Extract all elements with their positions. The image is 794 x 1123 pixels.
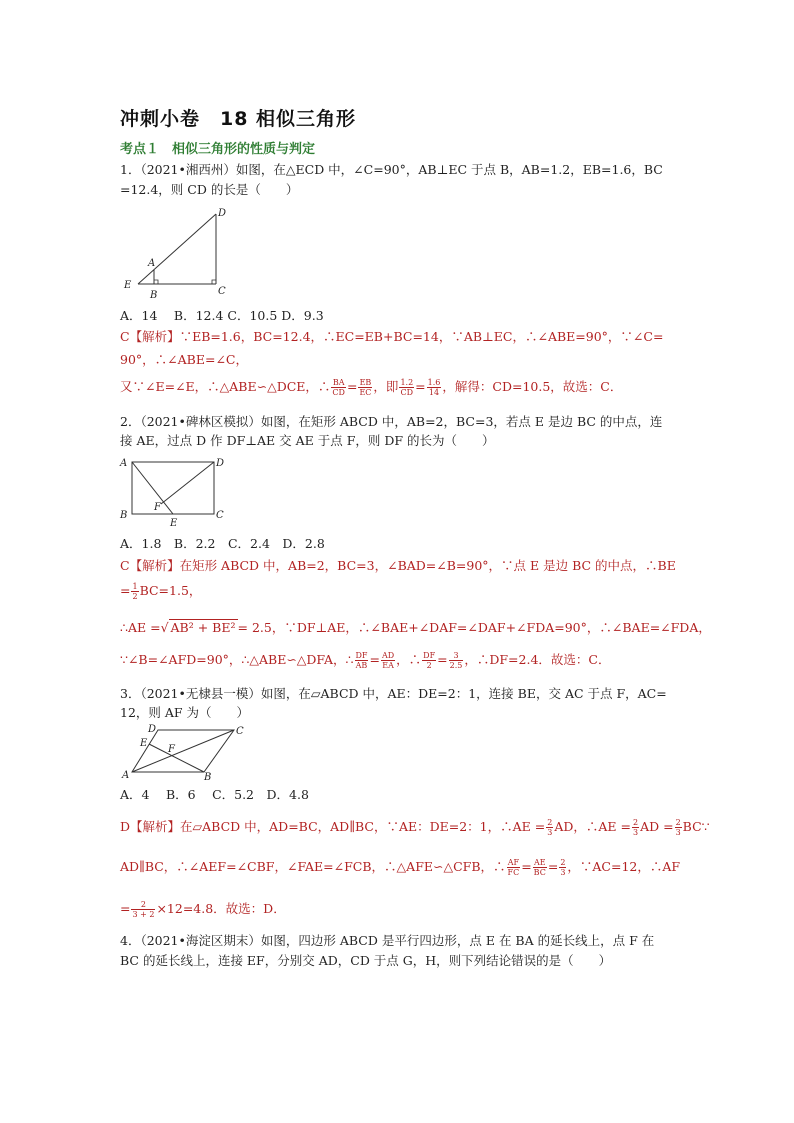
- q2-stem-line2: 接 AE，过点 D 作 DF⊥AE 交 AE 于点 F，则 DF 的长为（ ）: [120, 433, 495, 448]
- q4-stem-line1: 4．（2021•海淀区期末）如图，四边形 ABCD 是平行四边形，点 E 在 BA 的延长线上，点 F 在: [120, 933, 655, 948]
- q1-right-angle-c: [212, 280, 216, 284]
- q2-solution-line3: ∴AE =√ AB² + BE² = 2.5，∵DF⊥AE，∴∠BAE+∠DAF=∠DAF+∠FDA=90°，∴∠BAE=∠FDA，: [120, 620, 711, 635]
- q3-label-b: B: [204, 772, 212, 782]
- q1-label-e: E: [124, 280, 132, 291]
- q2-frac-half: $\frac{1}{2}$: [132, 582, 138, 601]
- q1-label-d: D: [218, 208, 227, 219]
- q1-solution-line3: 又∵∠E=∠E，∴△ABE∽△DCE，∴ $\frac{BA}{CD}$ = $\frac{EB}{EC}$ ，即 $\frac{1.2}{CD}$ = $\frac{1.6}{14}$ ，解得：CD=10.5，故选：C．: [120, 378, 623, 397]
- q3-line-be: [149, 744, 204, 772]
- q3-solution-line1: D【解析】在▱ABCD 中，AD=BC，AD∥BC，∵AE：DE=2：1，∴AE = $\frac{2}{3}$ AD，∴AE = $\frac{2}{3}$ AD = $\frac{2}{3}$ BC∵: [120, 818, 710, 837]
- q2-line-ae: [132, 462, 173, 514]
- q3-stem-line2: 12，则 AF 为（ ）: [120, 705, 250, 720]
- q3-frac-2-3: $\frac{2}{3}$: [560, 858, 566, 877]
- q1-label-b: B: [150, 290, 158, 301]
- q1-solution-line1: C【解析】∵EB=1.6，BC=12.4，∴EC=EB+BC=14，∵AB⊥EC，∴∠ABE=90°，∵∠C=: [120, 329, 664, 344]
- q1-frac-12-cd: $\frac{1.2}{CD}$: [400, 378, 414, 397]
- q1-line-ed: [138, 214, 216, 284]
- q3-frac-ae-bc: $\frac{AE}{BC}$: [533, 858, 546, 877]
- q3-figure: [118, 722, 248, 782]
- q3-label-a: A: [122, 770, 130, 781]
- q1-stem-line2: =12.4，则 CD 的长是（ ）: [120, 182, 299, 197]
- q3-solution-line3: = $\frac{2}{3 + 2}$ ×12=4.8．故选：D．: [120, 900, 286, 919]
- q3-options: A．4 B．6 C．5.2 D．4.8: [120, 787, 309, 802]
- q1-options: A．14 B．12.4 C．10.5 D．9.3: [120, 308, 324, 323]
- q2-label-a: A: [120, 458, 128, 469]
- q2-figure: [118, 454, 230, 528]
- q1-solution-line2: 90°，∴∠ABE=∠C，: [120, 352, 248, 367]
- q2-sqrt-expression: AB² + BE²: [170, 620, 236, 635]
- q2-solution-line2: = $\frac{1}{2}$ BC=1.5，: [120, 582, 202, 601]
- q2-label-b: B: [120, 510, 128, 521]
- q2-line-df: [161, 462, 214, 504]
- q2-solution-line1: C【解析】在矩形 ABCD 中，AB=2，BC=3，∠BAD=∠B=90°，∵点 E 是边 BC 的中点，∴BE: [120, 558, 676, 573]
- q2-label-d: D: [216, 458, 225, 469]
- q2-rectangle: [132, 462, 214, 514]
- q2-options: A．1.8 B．2.2 C．2.4 D．2.8: [120, 536, 325, 551]
- q2-frac-3-25: $\frac{3}{2.5}$: [449, 651, 463, 670]
- q3-label-f: F: [168, 744, 175, 755]
- q2-stem-line1: 2．（2021•碑林区模拟）如图，在矩形 ABCD 中，AB=2，BC=3，若点 E 是边 BC 的中点，连: [120, 414, 663, 429]
- q1-figure: [118, 202, 238, 302]
- q2-label-e: E: [170, 518, 178, 528]
- q1-label-c: C: [218, 286, 226, 297]
- q3-stem-line1: 3．（2021•无棣县一模）如图，在▱ABCD 中，AE：DE=2：1，连接 BE，交 AC 于点 F，AC=: [120, 686, 667, 701]
- q1-frac-eb-ec: $\frac{EB}{EC}$: [359, 378, 372, 397]
- q2-frac-df-ab: $\frac{DF}{AB}$: [355, 651, 368, 670]
- q3-frac-c: $\frac{2}{3}$: [675, 818, 681, 837]
- q3-label-c: C: [236, 726, 244, 737]
- q2-label-c: C: [216, 510, 224, 521]
- q3-solution-line2: AD∥BC，∴∠AEF=∠CBF，∠FAE=∠FCB，∴△AFE∽△CFB，∴ $\frac{AF}{FC}$ = $\frac{AE}{BC}$ = $\frac{2}{3}$ ，∵AC=12，∴AF: [120, 858, 681, 877]
- q3-frac-2-5: $\frac{2}{3 + 2}$: [132, 900, 155, 919]
- q2-frac-ad-ea: $\frac{AD}{EA}$: [381, 651, 395, 670]
- q3-frac-a: $\frac{2}{3}$: [547, 818, 553, 837]
- q1-stem-line1: 1．（2021•湘西州）如图，在△ECD 中，∠C=90°，AB⊥EC 于点 B，AB=1.2，EB=1.6，BC: [120, 162, 663, 177]
- q3-frac-af-fc: $\frac{AF}{FC}$: [507, 858, 520, 877]
- q2-label-f: F: [154, 502, 161, 513]
- q1-frac-ba-cd: $\frac{BA}{CD}$: [332, 378, 345, 397]
- q1-label-a: A: [148, 258, 156, 269]
- q4-stem-line2: BC 的延长线上，连接 EF，分别交 AD，CD 于点 G，H，则下列结论错误的是（ ）: [120, 953, 612, 968]
- q2-solution-line4: ∵∠B=∠AFD=90°，∴△ABE∽△DFA，∴ $\frac{DF}{AB}$ = $\frac{AD}{EA}$ ，∴ $\frac{DF}{2}$ = $\frac{3}{2.5}$ ，∴DF=2.4．故选：C．: [120, 651, 611, 670]
- q1-right-angle-b: [154, 280, 158, 284]
- section-heading: 考点１ 相似三角形的性质与判定: [120, 142, 316, 157]
- q3-frac-b: $\frac{2}{3}$: [632, 818, 639, 837]
- q3-label-e: E: [140, 738, 148, 749]
- q3-label-d: D: [148, 724, 157, 735]
- page-title: 冲刺小卷 18 相似三角形: [120, 108, 357, 130]
- q2-frac-df-2: $\frac{DF}{2}$: [423, 651, 436, 670]
- q1-frac-16-14: $\frac{1.6}{14}$: [427, 378, 441, 397]
